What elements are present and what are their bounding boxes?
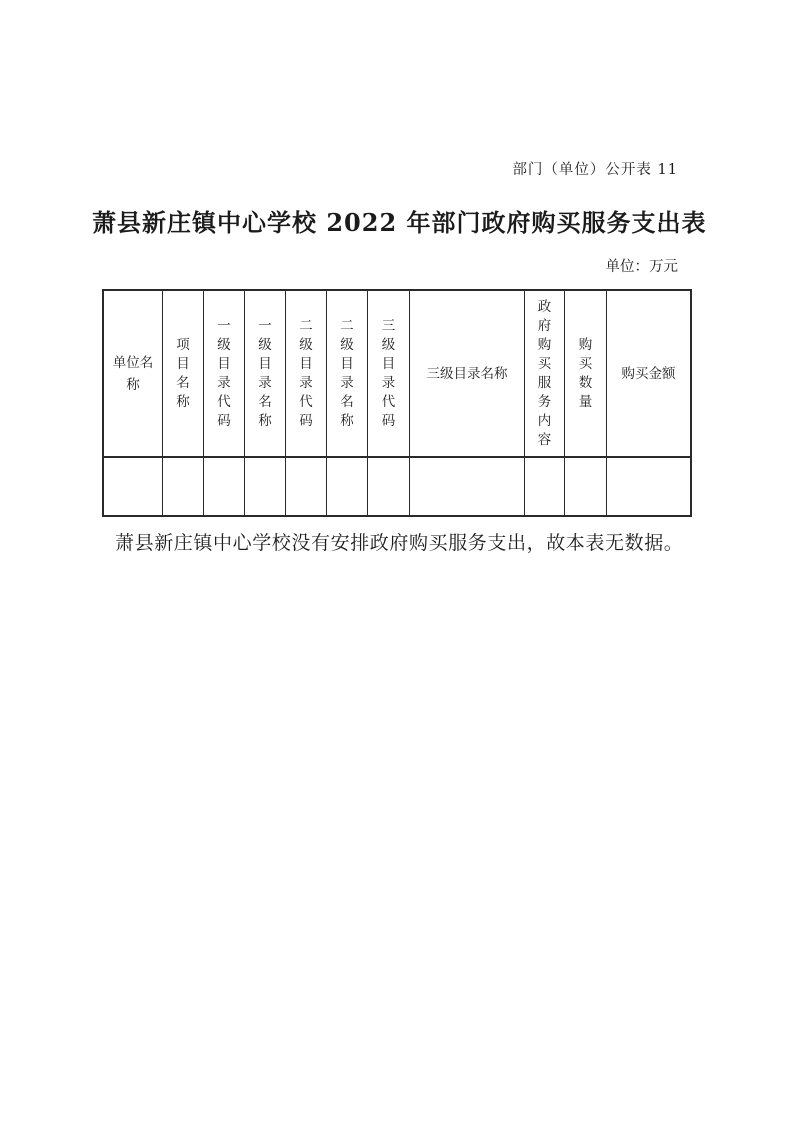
table-cell [327, 457, 368, 516]
table-header-row [103, 290, 691, 457]
table-cell [286, 457, 327, 516]
column-header-4 [245, 290, 286, 457]
no-data-footnote: 萧县新庄镇中心学校没有安排政府购买服务支出，故本表无数据。 [115, 532, 684, 554]
procurement-table [102, 289, 692, 517]
column-header-label: 一级目录代码 [217, 317, 231, 429]
column-header-7 [368, 290, 410, 457]
column-header-1 [103, 290, 163, 457]
column-header-9 [525, 290, 565, 457]
column-header-label: 三级目录名称 [426, 365, 508, 382]
unit-of-measure-note: 单位：万元 [605, 259, 678, 275]
column-header-5 [286, 290, 327, 457]
table-cell [565, 457, 607, 516]
column-header-2 [163, 290, 204, 457]
column-header-6 [327, 290, 368, 457]
column-header-label: 政府购买服务内容 [537, 298, 552, 448]
column-header-label: 二级目录名称 [340, 317, 354, 429]
table-body [103, 457, 691, 516]
table-cell [368, 457, 410, 516]
table-cell [525, 457, 565, 516]
column-header-11 [607, 290, 692, 457]
column-header-label: 二级目录代码 [299, 317, 313, 429]
page-title: 萧县新庄镇中心学校 2022 年部门政府购买服务支出表 [92, 208, 707, 237]
column-header-label: 三级目录代码 [381, 317, 396, 429]
table-cell [103, 457, 163, 516]
column-header-10 [565, 290, 607, 457]
column-header-label: 单位名称 [112, 354, 154, 393]
column-header-label: 购买数量 [578, 336, 593, 410]
column-header-label: 购买金额 [621, 365, 676, 382]
table-cell [163, 457, 204, 516]
table-row [103, 457, 691, 516]
column-header-label: 一级目录名称 [258, 317, 272, 429]
table-cell [607, 457, 692, 516]
column-header-label: 项目名称 [176, 336, 190, 410]
doc-sheet-label: 部门（单位）公开表 11 [512, 162, 678, 178]
column-header-8 [410, 290, 525, 457]
table-cell [245, 457, 286, 516]
table-cell [204, 457, 245, 516]
table-cell [410, 457, 525, 516]
column-header-3 [204, 290, 245, 457]
